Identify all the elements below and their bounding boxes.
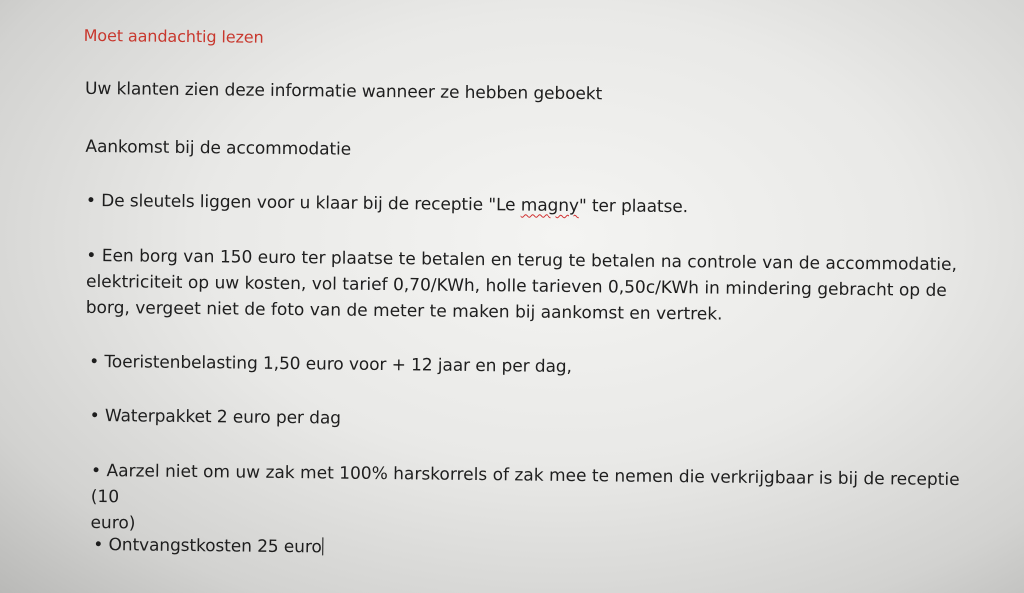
bullet-deposit-line-2: elektriciteit op uw kosten, vol tarief 0,70/KWh, holle tarieven 0,50c/KWh in mindering gebracht op de xyxy=(85,271,947,301)
bullet-deposit-text-1: Een borg van 150 euro ter plaatse te betalen en terug te betalen na controle van de accommodatie, xyxy=(101,246,958,276)
bullet-keys-text-before: De sleutels liggen voor u klaar bij de receptie "Le xyxy=(101,191,521,216)
bullet-marker: • xyxy=(93,535,104,556)
bullet-resin-bag-line-2: euro) xyxy=(90,512,136,534)
bullet-marker: • xyxy=(89,351,100,373)
bullet-marker: • xyxy=(86,245,97,267)
bullet-deposit-line-3: borg, vergeet niet de foto van de meter te maken bij aankomst en vertrek. xyxy=(85,297,723,325)
bullet-water-package xyxy=(90,406,341,429)
text-cursor xyxy=(323,537,324,555)
warning-text: Moet aandachtig lezen xyxy=(83,25,264,47)
misspelled-word[interactable]: magny xyxy=(520,195,579,217)
bullet-water-package-text: Waterpakket 2 euro per dag xyxy=(104,406,341,429)
bullet-resin-bag-text-1: Aarzel niet om uw zak met 100% harskorrels of zak mee te nemen die verkrijgbaar is bij de receptie (10 xyxy=(90,461,960,508)
bullet-marker: • xyxy=(85,190,96,212)
intro-text: Uw klanten zien deze informatie wanneer ze hebben geboekt xyxy=(84,78,603,105)
bullet-resin-bag xyxy=(90,458,971,545)
bullet-keys xyxy=(86,191,688,217)
bullet-keys-text-after: " ter plaatse. xyxy=(578,196,689,218)
bullet-marker: • xyxy=(89,405,100,427)
bullet-resin-bag-line-1 xyxy=(91,458,971,519)
bullet-marker: • xyxy=(90,460,102,482)
bullet-deposit xyxy=(86,243,967,330)
bullet-tourist-tax xyxy=(89,352,572,377)
bullet-reception-fee xyxy=(93,535,324,557)
bullet-tourist-tax-text: Toeristenbelasting 1,50 euro voor + 12 jaar en per dag, xyxy=(104,352,572,378)
bullet-reception-fee-text: Ontvangstkosten 25 euro xyxy=(108,535,322,558)
section-heading: Aankomst bij de accommodatie xyxy=(85,136,352,160)
